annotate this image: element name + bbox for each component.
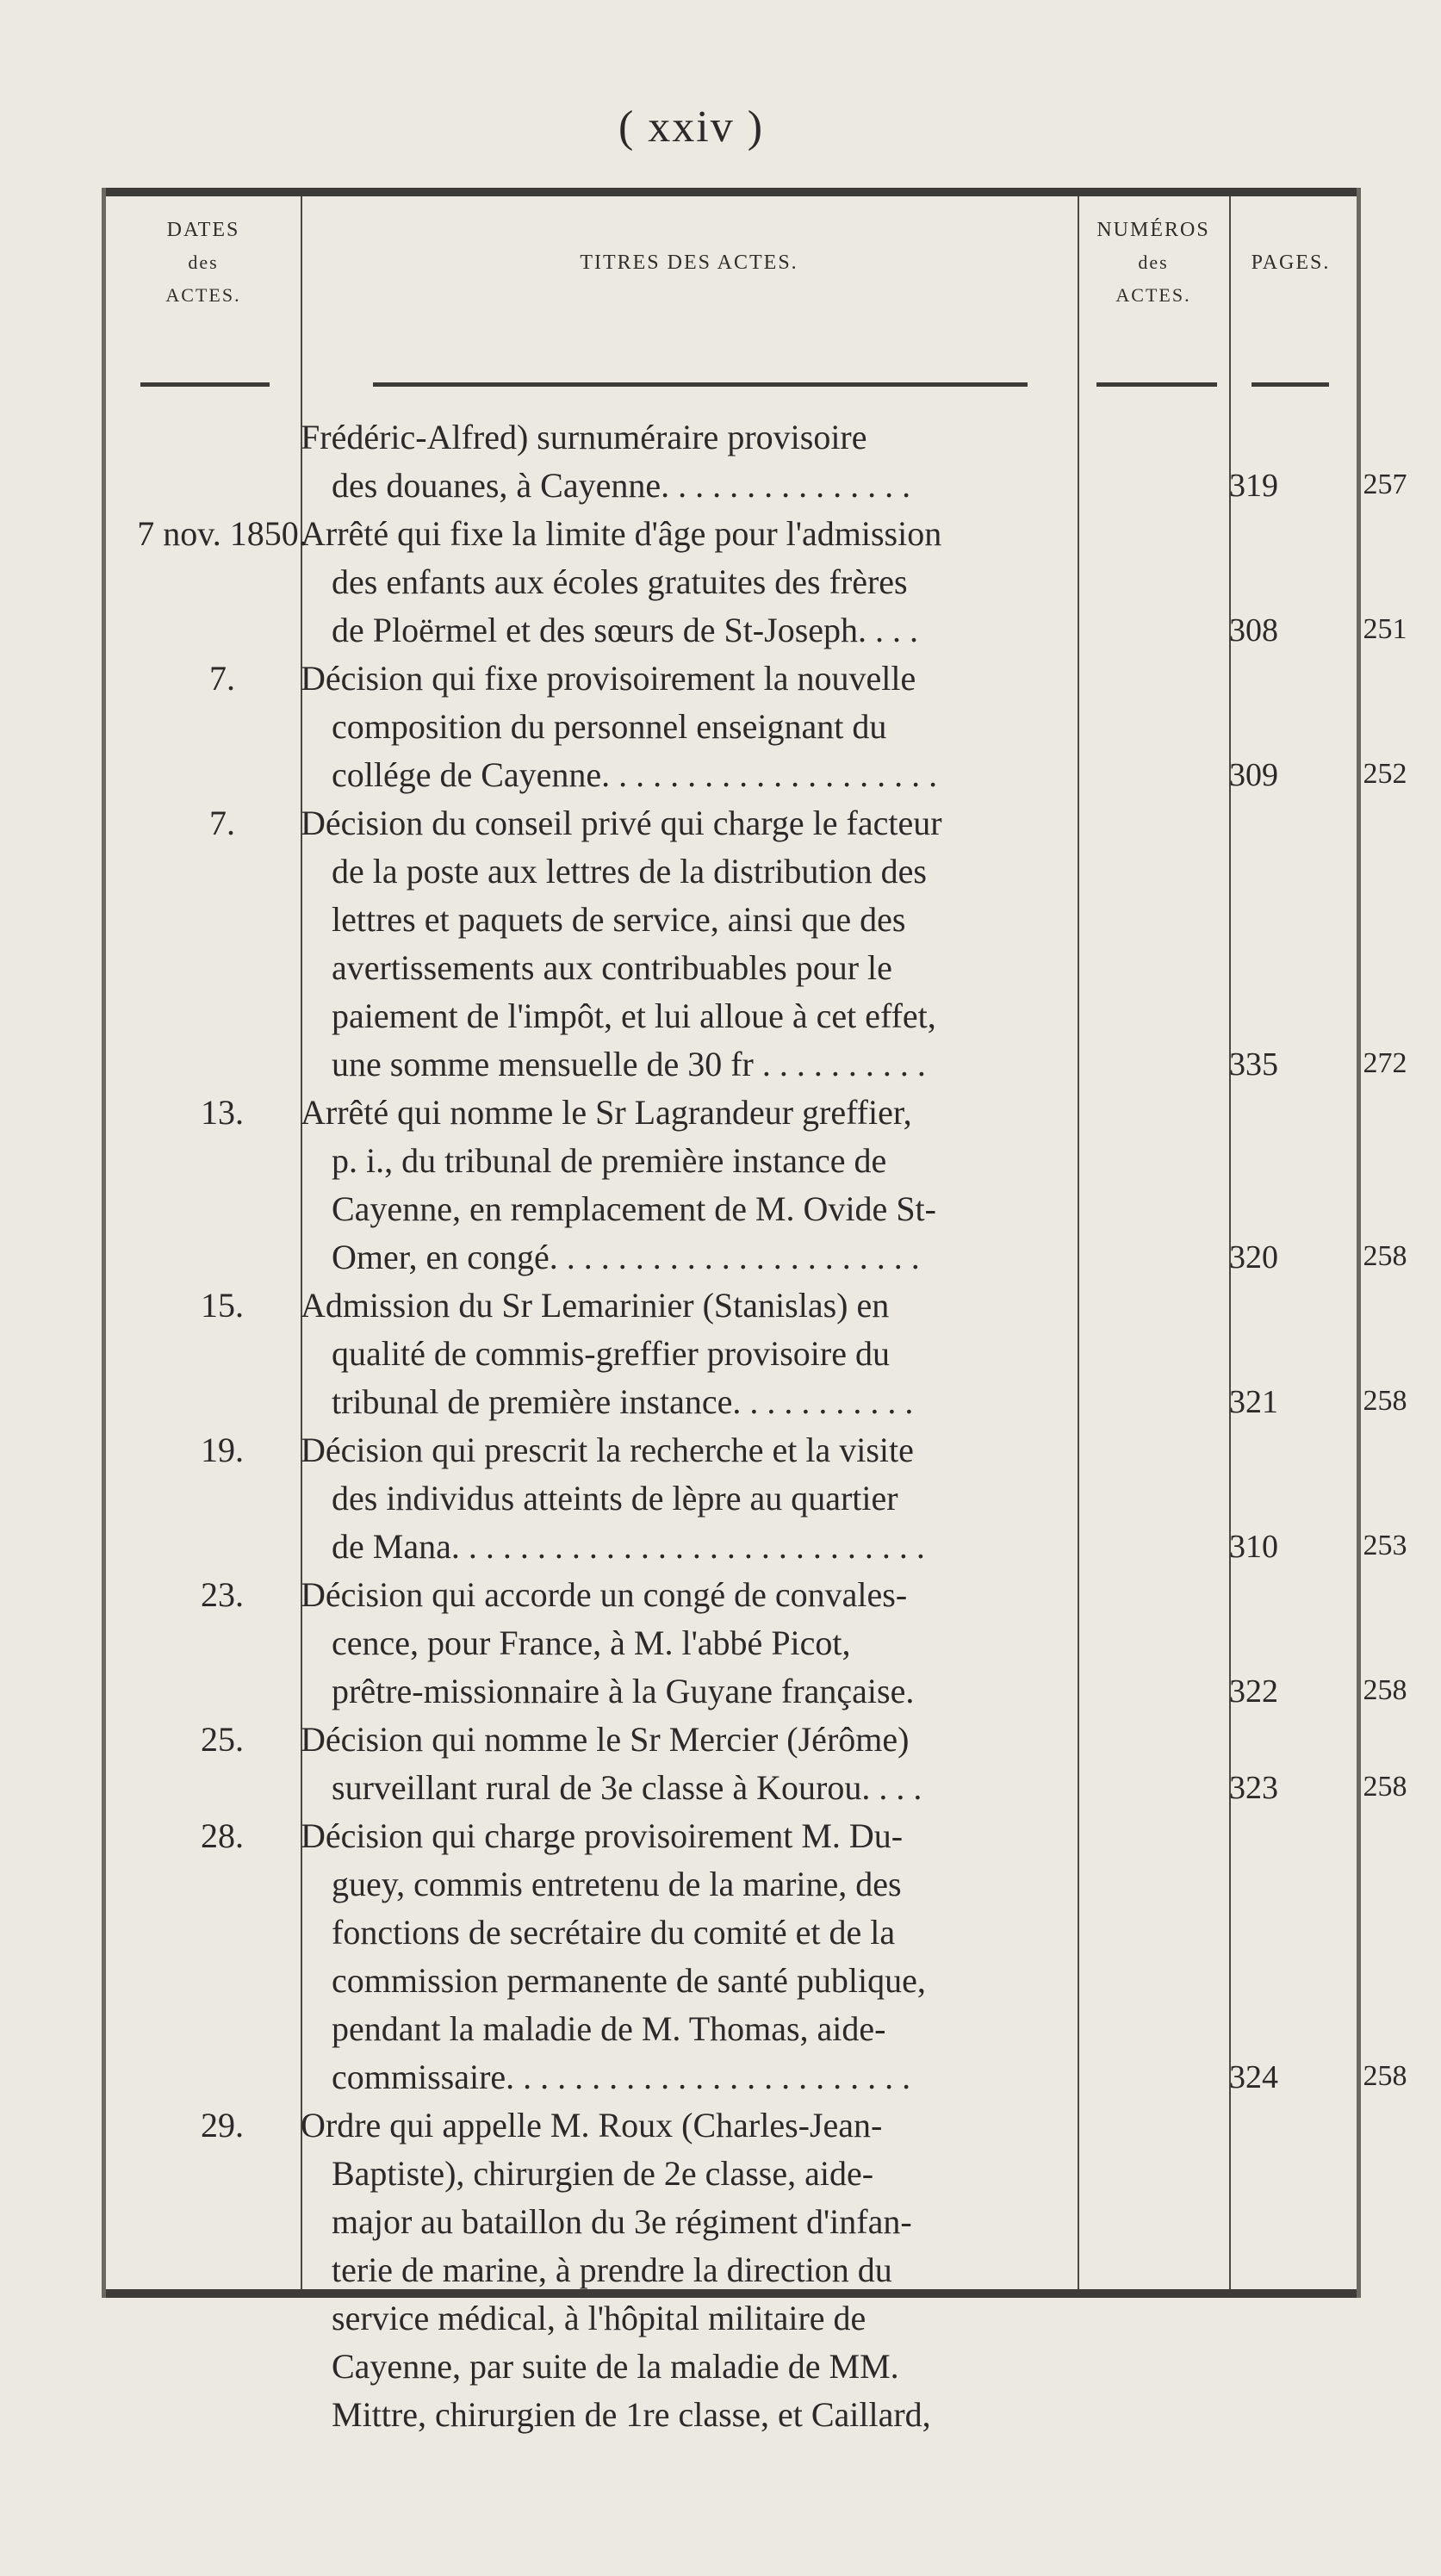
act-title — [301, 1282, 1179, 1426]
act-title-line: lettres et paquets de service, ainsi que des — [332, 900, 906, 939]
header-rule — [373, 382, 1028, 387]
act-title-line: Décision qui fixe provisoirement la nouvelle — [301, 659, 916, 698]
header-pages: PAGES. — [1251, 251, 1331, 274]
header-titres: TITRES DES ACTES. — [580, 251, 798, 274]
act-title-line: Omer, en congé. . . . . . . . . . . . . . . . . . . . . . — [332, 1238, 920, 1276]
act-date: 25. — [201, 1720, 244, 1759]
act-date: 19. — [201, 1431, 244, 1469]
act-number: 309 — [1229, 757, 1278, 793]
act-title-line: Décision qui nomme le Sr Mercier (Jérôme) — [301, 1720, 910, 1759]
header-dates-line: DATES — [166, 219, 240, 241]
act-date: 7. — [209, 804, 235, 842]
act-title-line: Décision qui accorde un congé de convales- — [301, 1575, 908, 1614]
act-title — [301, 1812, 1179, 2101]
act-title-line: de la poste aux lettres de la distribution des — [332, 852, 927, 891]
act-title-line: guey, commis entretenu de la marine, des — [332, 1865, 902, 1903]
header-dates — [106, 214, 301, 312]
act-title — [301, 655, 1179, 799]
act-page: 258 — [1363, 1240, 1407, 1272]
act-date: 15. — [201, 1286, 244, 1325]
header-numeros — [1078, 214, 1229, 312]
header-rule — [140, 382, 270, 387]
act-title-line: Cayenne, par suite de la maladie de MM. — [332, 2347, 899, 2386]
act-page: 258 — [1363, 1385, 1407, 1417]
header-numeros-line: ACTES. — [1115, 284, 1191, 306]
act-title-line: Cayenne, en remplacement de M. Ovide St- — [332, 1189, 936, 1228]
act-title-line: tribunal de première instance. . . . . . . . . . . — [332, 1382, 914, 1421]
header-rule — [1252, 382, 1329, 387]
act-number: 324 — [1229, 2059, 1278, 2095]
act-title-line: Frédéric-Alfred) surnuméraire provisoire — [301, 418, 867, 456]
act-title — [301, 1426, 1179, 1571]
act-title-line: des douanes, à Cayenne. . . . . . . . . . . . . . . — [332, 466, 911, 505]
act-number: 323 — [1229, 1770, 1278, 1806]
header-dates-line: des — [188, 251, 219, 273]
act-title-line: Décision du conseil privé qui charge le facteur — [301, 804, 942, 842]
act-title-line: Admission du Sr Lemarinier (Stanislas) en — [301, 1286, 890, 1325]
act-title-line: Baptiste), chirurgien de 2e classe, aide- — [332, 2154, 874, 2193]
act-number: 321 — [1229, 1384, 1278, 1420]
header-numeros-line: NUMÉROS — [1096, 219, 1210, 241]
header-numeros-line: des — [1138, 251, 1169, 273]
act-title-line: Arrêté qui fixe la limite d'âge pour l'admission — [301, 514, 942, 553]
act-page: 253 — [1363, 1530, 1407, 1561]
act-title-line: fonctions de secrétaire du comité et de la — [332, 1913, 896, 1952]
act-title-line: commissaire. . . . . . . . . . . . . . . . . . . . . . . . — [332, 2058, 911, 2096]
act-number: 310 — [1229, 1529, 1278, 1565]
act-number: 320 — [1229, 1239, 1278, 1276]
act-title-line: Arrêté qui nomme le Sr Lagrandeur greffier, — [301, 1093, 912, 1132]
act-title-line: terie de marine, à prendre la direction du — [332, 2250, 892, 2289]
act-title-line: Mittre, chirurgien de 1re classe, et Caillard, — [332, 2395, 931, 2434]
top-rule — [106, 188, 1357, 196]
act-number: 319 — [1229, 468, 1278, 504]
act-page: 257 — [1363, 469, 1407, 500]
act-title-line: service médical, à l'hôpital militaire de — [332, 2299, 866, 2337]
act-title-line: Décision qui prescrit la recherche et la visite — [301, 1431, 914, 1469]
act-number: 322 — [1229, 1673, 1278, 1710]
act-page: 258 — [1363, 2060, 1407, 2092]
act-title — [301, 799, 1179, 1089]
header-rule — [1096, 382, 1217, 387]
act-number: 335 — [1229, 1046, 1278, 1083]
act-title-line: commission permanente de santé publique, — [332, 1961, 926, 2000]
act-date: 7. — [209, 659, 235, 698]
act-title-line: une somme mensuelle de 30 fr . . . . . . . . . . — [332, 1045, 926, 1083]
act-title — [301, 1089, 1179, 1282]
act-title-line: Décision qui charge provisoirement M. Du- — [301, 1816, 904, 1855]
act-title-line: paiement de l'impôt, et lui alloue à cet effet, — [332, 996, 936, 1035]
header-dates-line: ACTES. — [165, 284, 241, 306]
act-page: 272 — [1363, 1047, 1407, 1079]
act-date: 29. — [201, 2106, 244, 2145]
act-title-line: pendant la maladie de M. Thomas, aide- — [332, 2009, 886, 2048]
act-title-line: de Mana. . . . . . . . . . . . . . . . . . . . . . . . . . . . — [332, 1527, 925, 1566]
act-title-line: avertissements aux contribuables pour le — [332, 948, 892, 987]
act-title-line: composition du personnel enseignant du — [332, 707, 887, 746]
act-page: 252 — [1363, 758, 1407, 790]
act-date: 23. — [201, 1575, 244, 1614]
act-title-line: surveillant rural de 3e classe à Kourou. . . . — [332, 1768, 922, 1807]
act-title-line: cence, pour France, à M. l'abbé Picot, — [332, 1623, 851, 1662]
act-title-line: qualité de commis-greffier provisoire du — [332, 1334, 890, 1373]
act-title-line: collége de Cayenne. . . . . . . . . . . . . . . . . . . . — [332, 755, 938, 794]
act-date: 7 nov. 1850. — [137, 514, 307, 553]
act-title-line: des individus atteints de lèpre au quartier — [332, 1479, 898, 1518]
act-title-line: major au bataillon du 3e régiment d'infan- — [332, 2202, 912, 2241]
act-date: 13. — [201, 1093, 244, 1132]
act-page: 258 — [1363, 1674, 1407, 1706]
act-title — [301, 1716, 1179, 1812]
act-title — [301, 1571, 1179, 1716]
act-title — [301, 2101, 1179, 2439]
act-date: 28. — [201, 1816, 244, 1855]
act-title-line: prêtre-missionnaire à la Guyane française. — [332, 1672, 915, 1710]
acts-table — [102, 188, 1407, 2434]
page-number: ( xxiv ) — [618, 102, 765, 152]
act-title — [301, 413, 1179, 510]
act-title-line: Ordre qui appelle M. Roux (Charles-Jean- — [301, 2106, 883, 2145]
act-title-line: des enfants aux écoles gratuites des frères — [332, 562, 908, 601]
act-title-line: de Ploërmel et des sœurs de St-Joseph. . . . — [332, 611, 919, 649]
act-title — [301, 510, 1179, 655]
act-number: 308 — [1229, 612, 1278, 649]
act-page: 251 — [1363, 613, 1407, 645]
act-title-line: p. i., du tribunal de première instance de — [332, 1141, 887, 1180]
act-page: 258 — [1363, 1771, 1407, 1803]
